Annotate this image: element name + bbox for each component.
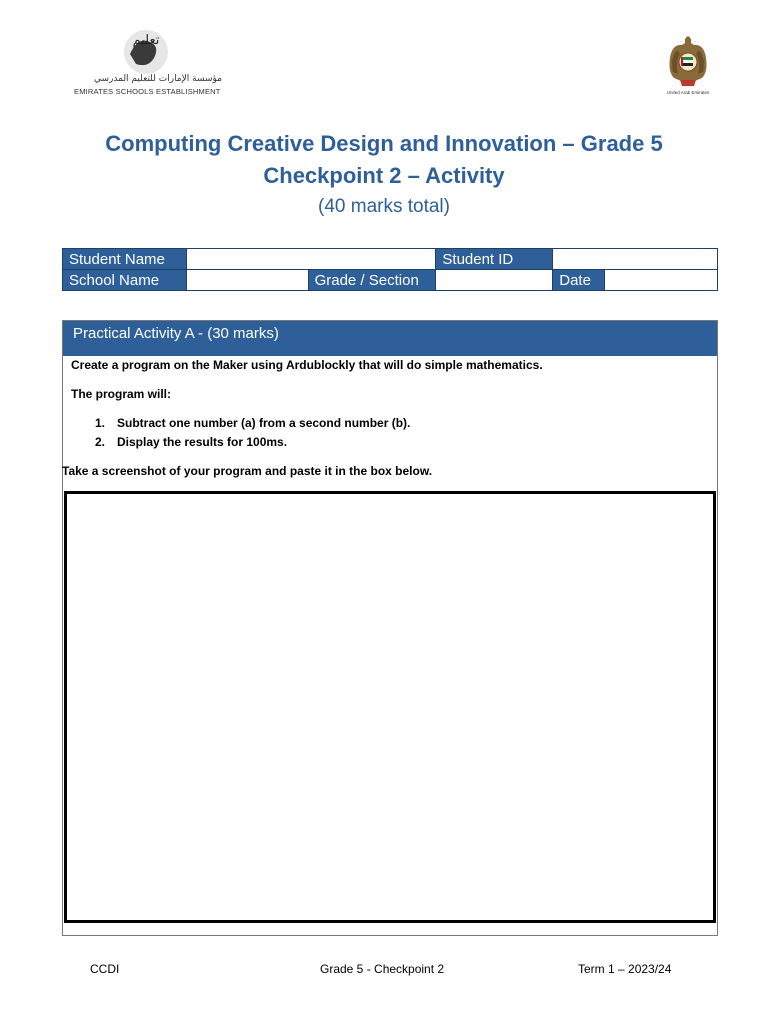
school-name-field[interactable] (186, 270, 308, 291)
practical-activity-panel (62, 320, 718, 936)
list-item-number: 1. (95, 416, 106, 430)
activity-heading: Practical Activity A - (30 marks) (63, 321, 717, 356)
grade-section-label: Grade / Section (308, 270, 436, 291)
student-name-field[interactable] (186, 249, 436, 270)
emblem-word: تعليم (132, 33, 160, 48)
footer-term: Term 1 – 2023/24 (578, 962, 672, 976)
date-label: Date (553, 270, 605, 291)
date-field[interactable] (605, 270, 718, 291)
list-item-number: 2. (95, 435, 106, 449)
list-item-text: Subtract one number (a) from a second number (b). (117, 416, 411, 430)
page-subtitle-activity: Checkpoint 2 – Activity (263, 163, 505, 188)
taleem-emblem-icon (120, 24, 172, 76)
list-item-text: Display the results for 100ms. (117, 435, 288, 449)
student-info-table (62, 248, 718, 291)
table-row (63, 270, 718, 291)
page-title: Computing Creative Design and Innovation – Grade 5 (105, 131, 663, 156)
student-id-field[interactable] (553, 249, 718, 270)
activity-intro: Create a program on the Maker using Ardublockly that will do simple mathematics. (71, 358, 543, 372)
emirates-schools-logo (72, 22, 222, 98)
marks-total: (40 marks total) (318, 196, 450, 217)
logo-arabic-text: مؤسسة الإمارات للتعليم المدرسي (94, 74, 222, 84)
uae-emblem-logo (664, 32, 712, 98)
screenshot-instruction: Take a screenshot of your program and paste it in the box below. (62, 464, 433, 478)
list-item (95, 416, 410, 430)
list-item (95, 435, 287, 449)
screenshot-paste-box[interactable] (64, 491, 716, 923)
table-row (63, 249, 718, 270)
falcon-emblem-icon (664, 32, 712, 90)
uae-caption: United Arab Emirates (666, 90, 710, 95)
student-name-label: Student Name (63, 249, 187, 270)
grade-section-field[interactable] (436, 270, 553, 291)
school-name-label: School Name (63, 270, 187, 291)
program-will-label: The program will: (71, 387, 172, 401)
student-id-label: Student ID (436, 249, 553, 270)
footer-course-code: CCDI (90, 962, 120, 976)
footer-checkpoint: Grade 5 - Checkpoint 2 (320, 962, 445, 976)
logo-english-text: EMIRATES SCHOOLS ESTABLISHMENT (74, 87, 221, 96)
